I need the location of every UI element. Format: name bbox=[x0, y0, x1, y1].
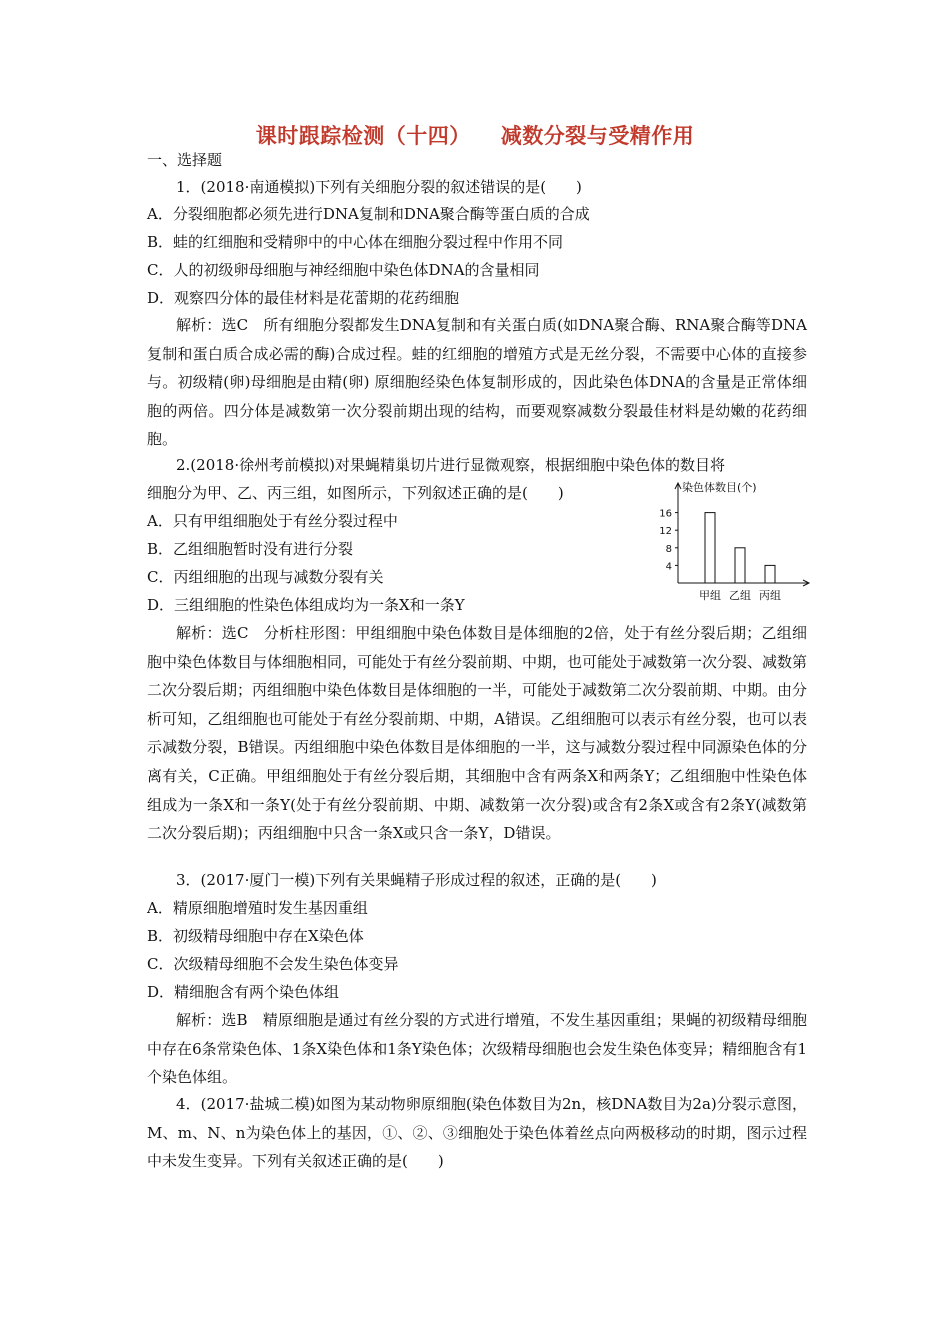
page-title bbox=[0, 120, 950, 150]
q1-option-d: D．观察四分体的最佳材料是花蕾期的花药细胞 bbox=[147, 289, 460, 307]
q1-option-c: C．人的初级卵母细胞与神经细胞中染色体DNA的含量相同 bbox=[147, 261, 540, 279]
q2-stem-line1: 2.(2018·徐州考前模拟)对果蝇精巢切片进行显微观察，根据细胞中染色体的数目将 bbox=[176, 456, 725, 474]
q2-option-a: A．只有甲组细胞处于有丝分裂过程中 bbox=[147, 512, 398, 530]
bar-2 bbox=[735, 548, 745, 583]
q1-option-a: A．分裂细胞都必须先进行DNA复制和DNA聚合酶等蛋白质的合成 bbox=[147, 205, 590, 223]
title-left: 课时跟踪检测（十四） bbox=[255, 124, 471, 148]
q3-option-a: A．精原细胞增殖时发生基因重组 bbox=[147, 899, 368, 917]
x-category-label: 甲组 bbox=[699, 589, 721, 602]
q2-option-b: B．乙组细胞暂时没有进行分裂 bbox=[147, 540, 354, 558]
bar-1 bbox=[705, 513, 715, 583]
y-tick-label: 8 bbox=[665, 543, 672, 555]
y-axis-label: 染色体数目(个) bbox=[682, 481, 757, 494]
x-category-label: 乙组 bbox=[729, 589, 751, 602]
q2-option-d: D．三组细胞的性染色体组成均为一条X和一条Y bbox=[147, 596, 465, 614]
q2-stem-line2: 细胞分为甲、乙、丙三组，如图所示，下列叙述正确的是( ) bbox=[147, 484, 564, 502]
q3-option-d: D．精细胞含有两个染色体组 bbox=[147, 983, 340, 1001]
q3-option-c: C．次级精母细胞不会发生染色体变异 bbox=[147, 955, 399, 973]
q3-stem: 3．(2017·厦门一模)下列有关果蝇精子形成过程的叙述，正确的是( ) bbox=[176, 871, 657, 889]
q1-option-b: B．蛙的红细胞和受精卵中的中心体在细胞分裂过程中作用不同 bbox=[147, 233, 564, 251]
q2-option-c: C．丙组细胞的出现与减数分裂有关 bbox=[147, 568, 384, 586]
q2-analysis: 解析：选C 分析柱形图：甲组细胞中染色体数目是体细胞的2倍，处于有丝分裂后期；乙组细胞中染色体数目与体细胞相同，可能处于有丝分裂前期、中期，也可能处于减数第一次分裂、减数第二次分裂后期；丙组细胞中染色体数目是体细胞的一半，可能处于减数第二次分裂前期、中期。由分析可知，乙组细胞也可能处于有丝分裂前期、中期，A错误。乙组细胞可以表示有丝分裂，也可以表示减数分裂，B错误。丙组细胞中染色体数目是体细胞的一半，这与减数分裂过程中同源染色体的分离有关，C正确。甲组细胞处于有丝分裂后期，其细胞中含有两条X和两条Y；乙组细胞中性染色体组成为一条X和一条Y(处于有丝分裂前期、中期、减数第一次分裂)或含有2条X或含有2条Y(减数第二次分裂后期)；丙组细胞中只含一条X或只含一条Y，D错误。 bbox=[147, 624, 808, 843]
bar-3 bbox=[765, 565, 775, 583]
chromosome-bar-chart bbox=[656, 480, 816, 605]
title-right: 减数分裂与受精作用 bbox=[500, 124, 695, 148]
q4-stem: 4．(2017·盐城二模)如图为某动物卵原细胞(染色体数目为2n，核DNA数目为2a)分裂示意图，M、m、N、n为染色体上的基因，①、②、③细胞处于染色体着丝点向两极移动的时期，图示过程中未发生变异。下列有关叙述正确的是( ) bbox=[147, 1095, 807, 1171]
chart-bars bbox=[705, 513, 775, 583]
y-tick-label: 16 bbox=[659, 508, 672, 520]
q3-option-b: B．初级精母细胞中存在X染色体 bbox=[147, 927, 364, 945]
section-label: 一、选择题 bbox=[147, 151, 223, 169]
y-tick-label: 12 bbox=[659, 526, 672, 538]
y-tick-label: 4 bbox=[665, 561, 672, 573]
q3-analysis: 解析：选B 精原细胞是通过有丝分裂的方式进行增殖，不发生基因重组；果蝇的初级精母细胞中存在6条常染色体、1条X染色体和1条Y染色体；次级精母细胞也会发生染色体变异；精细胞含有1个染色体组。 bbox=[147, 1011, 807, 1087]
x-category-label: 丙组 bbox=[759, 589, 781, 602]
q1-stem: 1．(2018·南通模拟)下列有关细胞分裂的叙述错误的是( ) bbox=[176, 178, 582, 196]
q1-analysis: 解析：选C 所有细胞分裂都发生DNA复制和有关蛋白质(如DNA聚合酶、RNA聚合酶等DNA复制和蛋白质合成必需的酶)合成过程。蛙的红细胞的增殖方式是无丝分裂，不需要中心体的直接参与。初级精(卵)母细胞是由精(卵) 原细胞经染色体复制形成的，因此染色体DNA的含量是正常体细胞的两倍。四分体是减数第一次分裂前期出现的结构，而要观察减数分裂最佳材料是幼嫩的花药细胞。 bbox=[147, 316, 807, 449]
